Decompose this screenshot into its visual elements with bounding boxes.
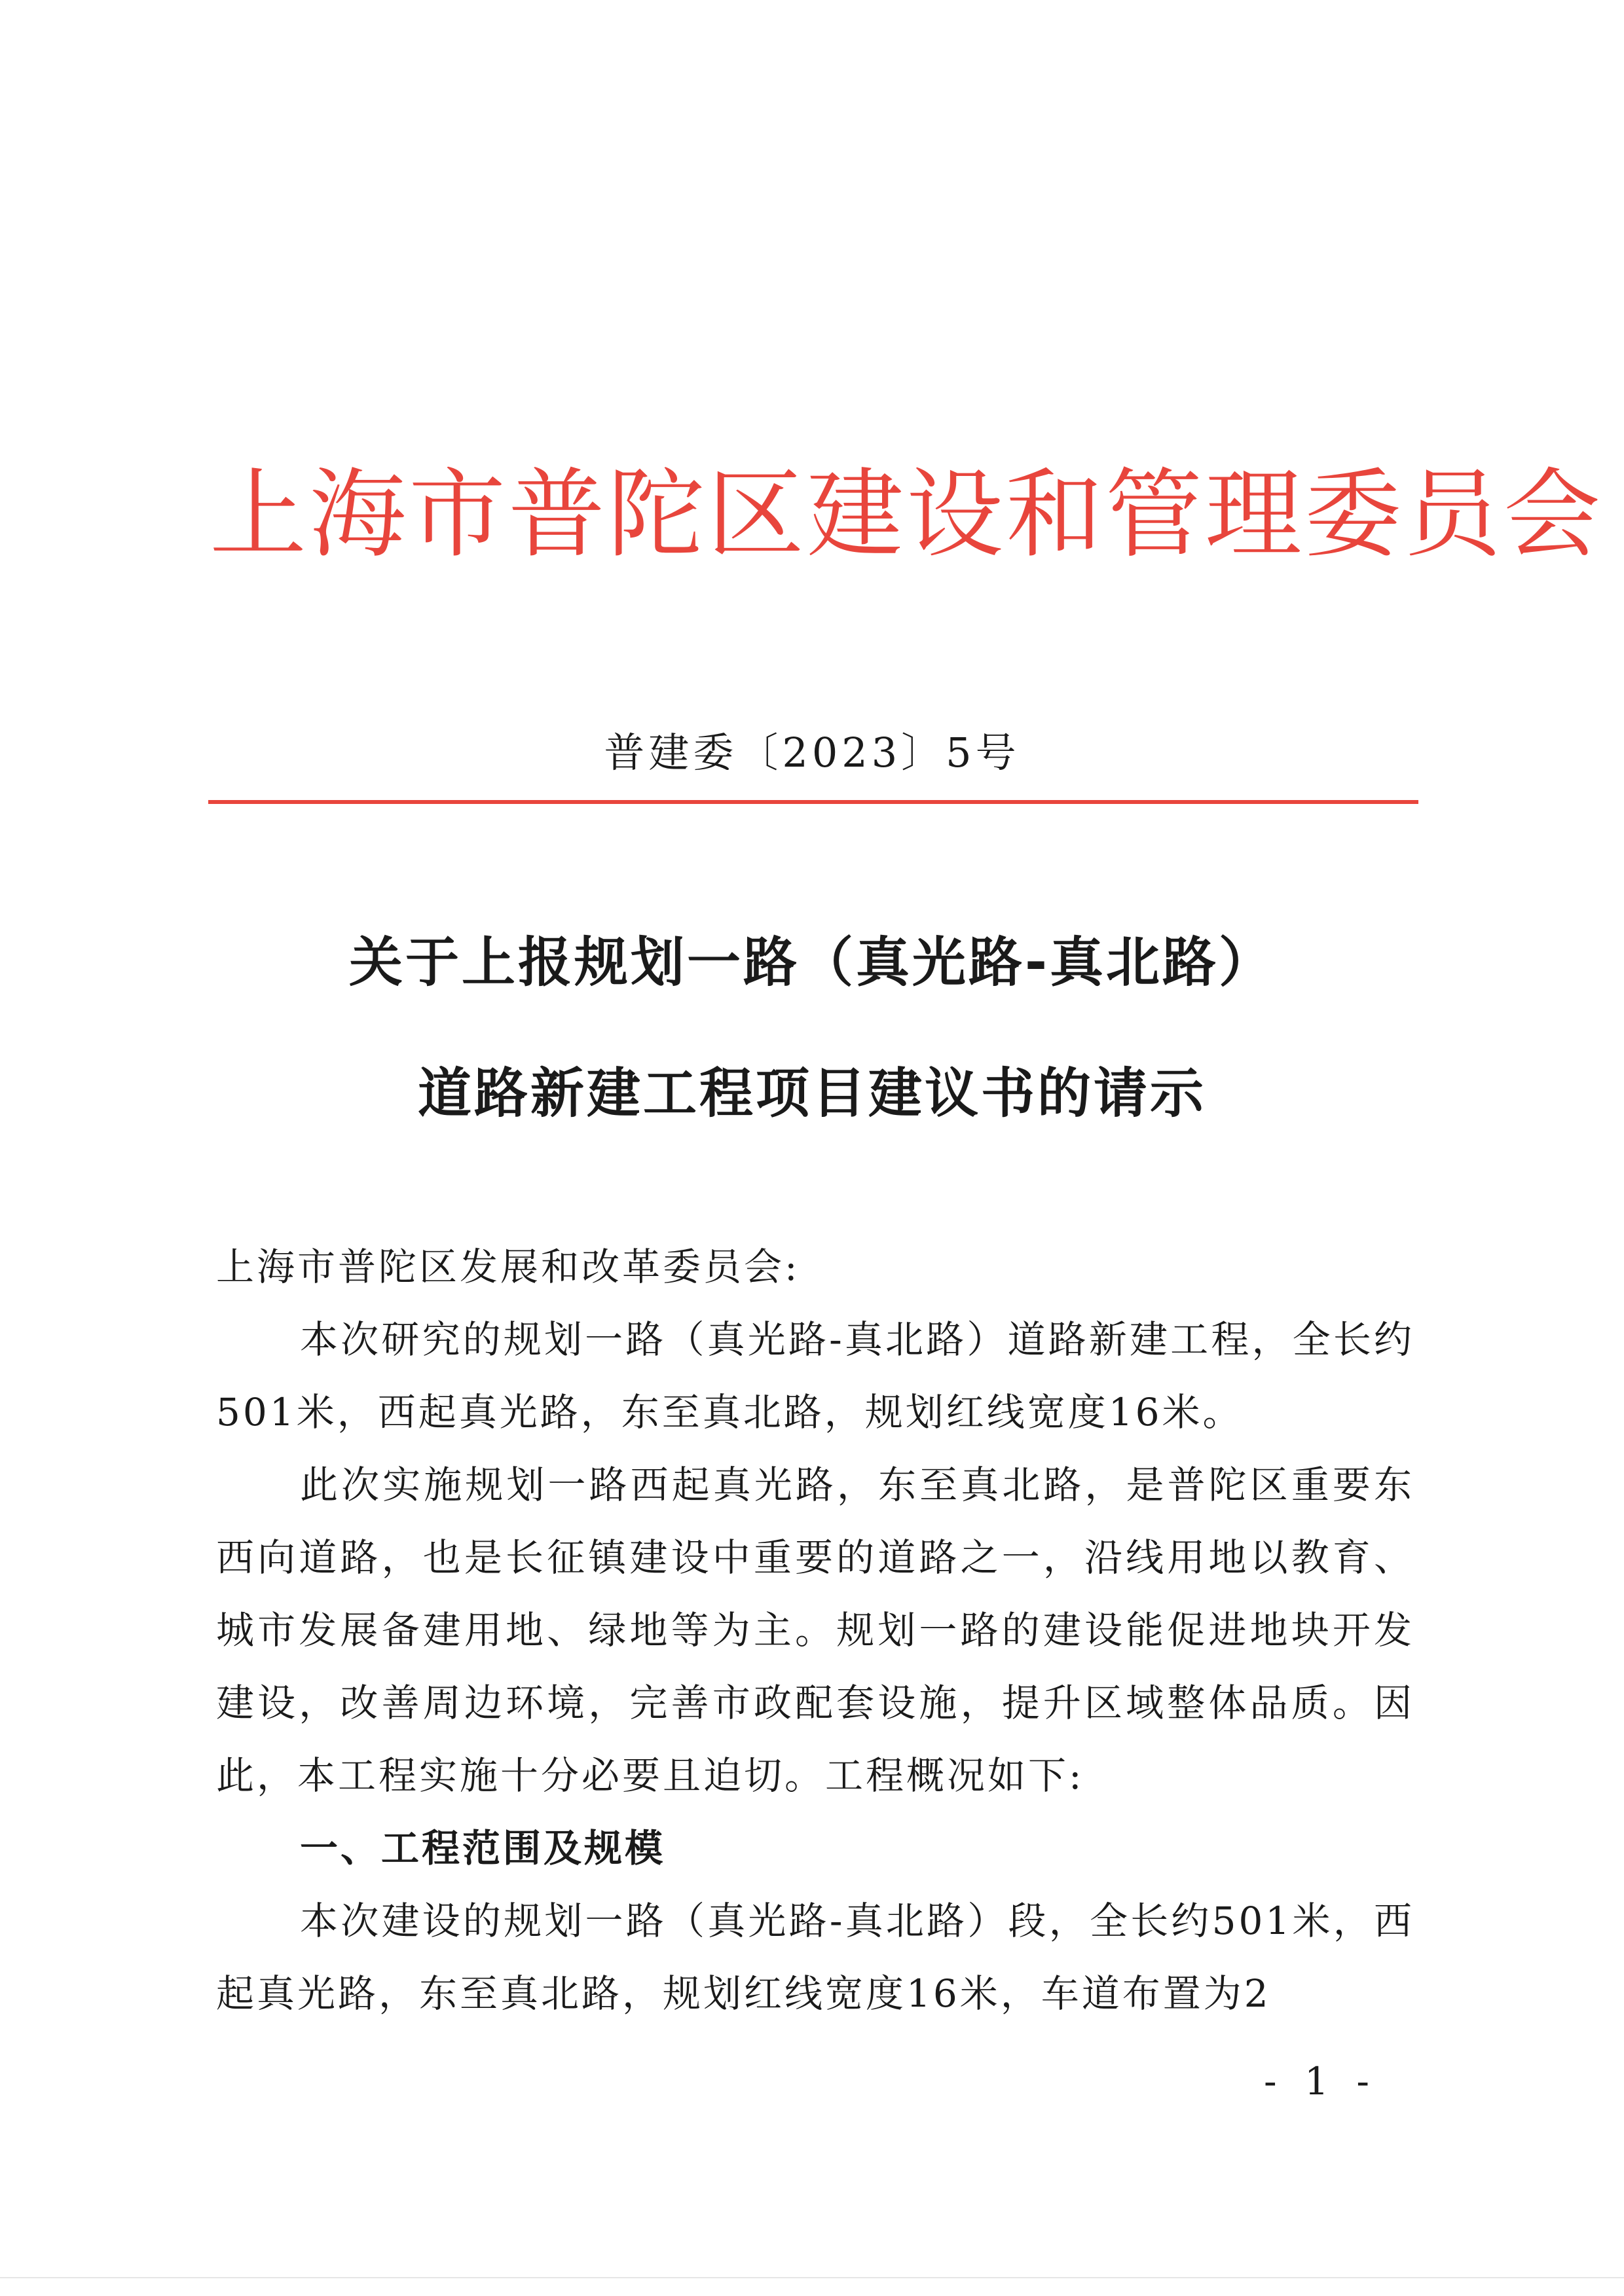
org-header: 上海市普陀区建设和管理委员会	[210, 458, 1603, 571]
addressee: 上海市普陀区发展和改革委员会:	[216, 1245, 800, 1289]
document-number: 普建委〔2023〕5号	[604, 729, 1020, 776]
document-title-line-2: 道路新建工程项目建议书的请示	[417, 1063, 1206, 1125]
paragraph-3: 本次建设的规划一路（真光路-真北路）段，全长约501米，西起真光路，东至真北路，规划红线宽度16米，车道布置为2	[216, 1899, 1414, 2016]
paragraph-1: 本次研究的规划一路（真光路-真北路）道路新建工程，全长约501米，西起真光路，东至真北路，规划红线宽度16米。	[216, 1317, 1414, 1434]
paragraph-2: 此次实施规划一路西起真光路，东至真北路，是普陀区重要东西向道路，也是长征镇建设中重要的道路之一，沿线用地以教育、城市发展备建用地、绿地等为主。规划一路的建设能促进地块开发建设，改善周边环境，完善市政配套设施，提升区域整体品质。因此，本工程实施十分必要且迫切。工程概况如下:	[216, 1463, 1414, 1798]
section-heading-1: 一、工程范围及规模	[300, 1826, 666, 1870]
document-body	[216, 1231, 1414, 2030]
red-divider	[208, 800, 1418, 804]
document-title-line-1: 关于上报规划一路（真光路-真北路）	[348, 932, 1276, 994]
scan-edge-line	[0, 2277, 1624, 2278]
page-number: - 1 -	[1264, 2059, 1377, 2104]
